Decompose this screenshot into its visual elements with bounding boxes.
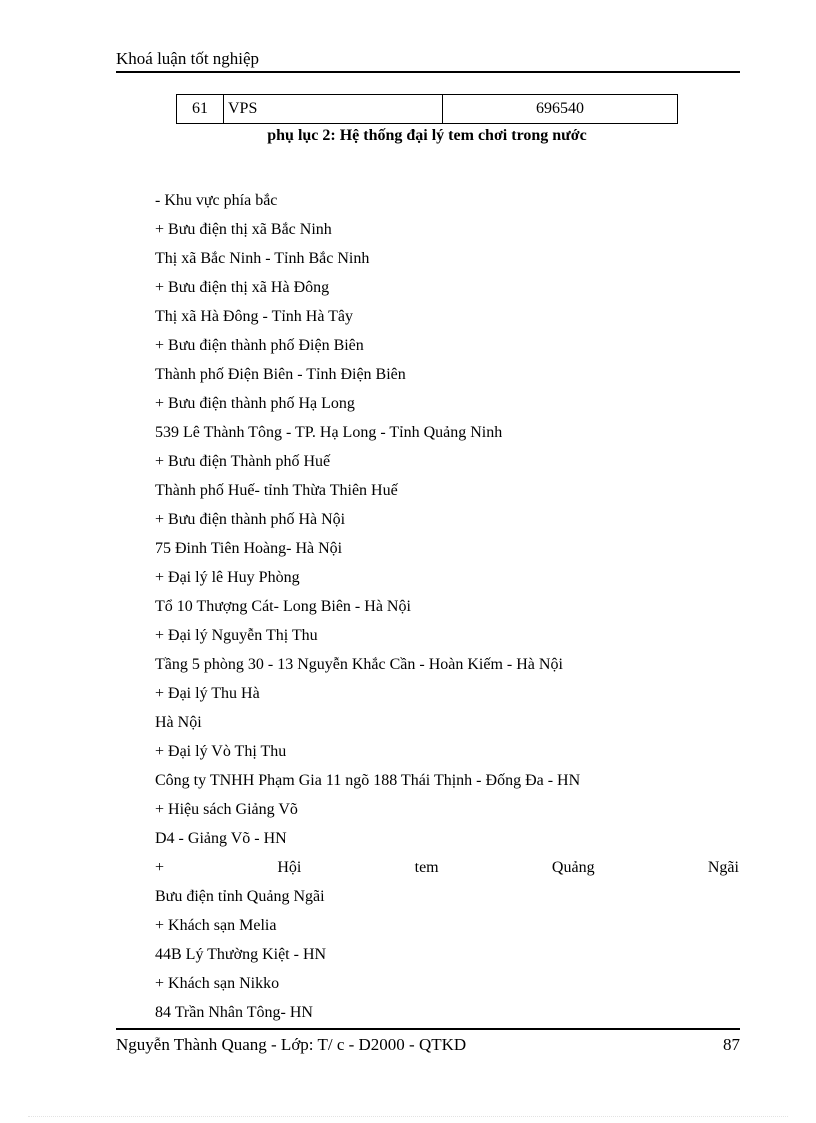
justified-word: Ngãi [707,859,739,876]
list-item: Thành phố Điện Biên - Tỉnh Điện Biên [155,366,406,383]
justified-word: Hội [277,859,302,876]
list-item: 84 Trần Nhân Tông- HN [155,1004,313,1021]
table-cell-value: 696540 [443,95,678,124]
page-edge-divider [28,1116,788,1117]
page-number: 87 [723,1035,740,1054]
list-item: Công ty TNHH Phạm Gia 11 ngõ 188 Thái Thịnh - Đống Đa - HN [155,772,581,789]
list-item: + Khách sạn Nikko [155,975,280,992]
list-item: + Đại lý Nguyễn Thị Thu [155,627,318,644]
list-item: + Bưu điện thành phố Hà Nội [155,511,346,528]
list-item: 539 Lê Thành Tông - TP. Hạ Long - Tỉnh Quảng Ninh [155,424,503,441]
list-item: Hà Nội [155,714,202,731]
list-item: + Bưu điện thành phố Hạ Long [155,395,355,412]
list-item: Thành phố Huế- tỉnh Thừa Thiên Huế [155,482,398,499]
list-item: + Khách sạn Melia [155,917,277,934]
list-item: - Khu vực phía bắc [155,192,278,209]
justified-word: + [155,859,165,876]
agency-list [155,191,739,1032]
justified-word: tem [414,859,439,876]
list-item: Tầng 5 phòng 30 - 13 Nguyễn Khắc Cần - Hoàn Kiếm - Hà Nội [155,656,563,673]
list-item: + Bưu điện thị xã Bắc Ninh [155,221,332,238]
list-item: + Bưu điện thị xã Hà Đông [155,279,330,296]
stat-table [176,94,678,124]
justified-word: Quảng [551,859,595,876]
list-item: + Bưu điện thành phố Điện Biên [155,337,364,354]
list-item: Thị xã Hà Đông - Tỉnh Hà Tây [155,308,354,325]
table-cell-name: VPS [224,95,443,124]
list-item: Bưu điện tỉnh Quảng Ngãi [155,888,325,905]
list-item: + Đại lý Vò Thị Thu [155,743,287,760]
header-title: Khoá luận tốt nghiệp [116,49,260,68]
page-header [116,49,740,73]
list-item: 44B Lý Thường Kiệt - HN [155,946,327,963]
list-item: + Đại lý lê Huy Phòng [155,569,300,586]
list-item: Tổ 10 Thượng Cát- Long Biên - Hà Nội [155,598,411,615]
table-row [177,95,678,124]
justified-list-item [155,858,739,887]
footer-divider [116,1028,740,1030]
appendix-caption: phụ lục 2: Hệ thống đại lý tem chơi trong nước [267,127,587,144]
table-cell-index: 61 [177,95,224,124]
list-item: + Đại lý Thu Hà [155,685,260,702]
page-footer [116,1035,740,1055]
list-item: + Hiệu sách Giảng Võ [155,801,298,818]
list-item: Thị xã Bắc Ninh - Tỉnh Bắc Ninh [155,250,370,267]
list-item: 75 Đinh Tiên Hoàng- Hà Nội [155,540,343,557]
footer-author: Nguyễn Thành Quang - Lớp: T/ c - D2000 - QTKD [116,1035,467,1054]
list-item: D4 - Giảng Võ - HN [155,830,287,847]
list-item: + Bưu điện Thành phố Huế [155,453,331,470]
